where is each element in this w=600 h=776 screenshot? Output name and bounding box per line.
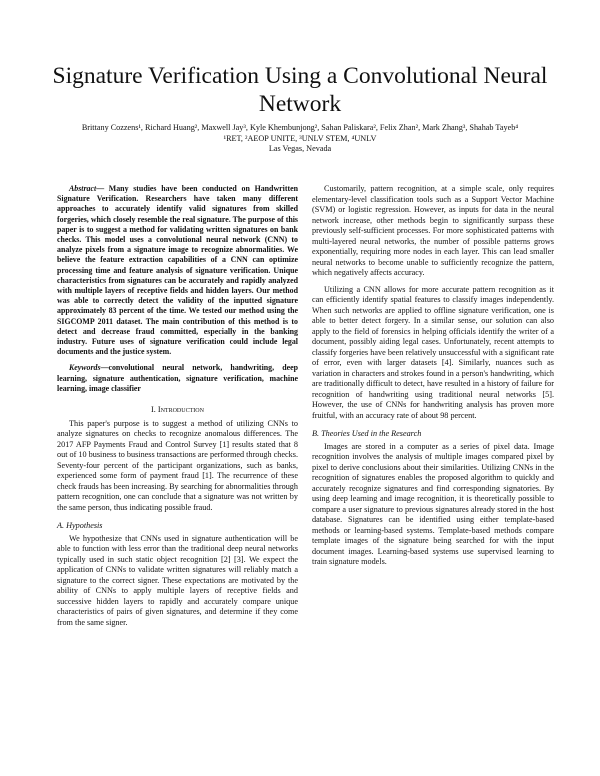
pattern-recognition-paragraph: Customarily, pattern recognition, at a simple scale, only requires elementary-level classification tools such as a Support Vector Machine (SVM) or logistic regression. However, as inputs for data in the neural network increase, other methods begin to significantly surpass these previously self-sufficient processes. For more sophisticated patterns with multi-layered neural networks, the number of possible patterns grows exponentially, requiring more nodes in each layer. This can lead smaller neural networks to become unable to sufficiently recognize the pattern, which negatively affects accuracy. bbox=[312, 184, 554, 277]
author-block bbox=[30, 123, 570, 155]
right-column bbox=[312, 184, 554, 568]
keywords bbox=[57, 363, 298, 394]
author-names: Brittany Cozzens¹, Richard Huang², Maxwell Jay³, Kyle Khembunjong², Sahan Paliskara², Felix Zhan², Mark Zhang³, Shahab Tayeb⁴ bbox=[81, 123, 519, 132]
paper-title: Signature Verification Using a Convolutional Neural Network bbox=[52, 63, 548, 117]
keywords-label: Keywords bbox=[69, 363, 101, 373]
left-column bbox=[57, 184, 298, 628]
author-location: Las Vegas, Nevada bbox=[268, 144, 332, 153]
author-affiliations: ¹RET, ²AEOP UNITE, ³UNLV STEM, ⁴UNLV bbox=[223, 133, 377, 143]
theories-paragraph: Images are stored in a computer as a series of pixel data. Image recognition involves the analysis of multiple images compared pixel by pixel to derive conclusions about their similarities. Utilizing CNNs in the recognition of signatures enables the proposed algorithm to quickly and accurately recognize signatures and find corresponding signatories. By using deep learning and image recognition, it is theoretically possible to compare a user signature to previous signatures already stored in the host database. Signatures can be identified using either template-based methods or learning-based systems. Template-based methods compare template images of the signature being searched for with the input document images. Learning-based systems use supervised learning to train signature models. bbox=[312, 441, 554, 566]
abstract-label: Abstract bbox=[69, 184, 97, 193]
abstract-text: — Many studies have been conducted on Handwritten Signature Verification. Researchers have taken many different approaches to accurately identify valid signatures from skilled forgeries, which closely resemble the real signature. The purpose of this paper is to suggest a method for validating written signatures on bank checks. This model uses a convolutional neural network (CNN) to analyze pixels from a signature image to recognize abnormalities. We believe the feature extraction capabilities of a CNN can optimize processing time and feature analysis of signature verification. Unique characteristics from signatures can be accurately and rapidly analyzed with multiple layers of receptive fields and hidden layers. Our method was able to correctly detect the validity of the inputted signature approximately 83 percent of the time. We tested our method using the SIGCOMP 2011 dataset. The main contribution of this method is to detect and decrease fraud committed, especially in the banking industry. Future uses of signature verification could include legal documents and the justice system. bbox=[57, 184, 298, 357]
abstract bbox=[57, 184, 298, 357]
subsection-heading-hypothesis: A. Hypothesis bbox=[57, 521, 103, 531]
cnn-paragraph: Utilizing a CNN allows for more accurate pattern recognition as it can efficiently identify spatial features to classify images independently. When such networks are applied to offline signature verification, one is able to better detect forgery. In a similar sense, our solution can also apply to the field of forensics in helping officials identify the writer of a document, possibly aiding legal cases. Unfortunately, recent attempts to classify forgeries have been relatively unsuccessful with a significant rate of error, even with larger datasets [4]. Similarly, nuances such as variation in characters and strokes found in a person's handwriting, which are traditionally difficult to detect, have resulted in a history of failure for recognition of handwriting using traditional neural networks [5]. However, the use of CNNs for handwriting analysis has proven more fruitful, with an accuracy rate of about 98 percent. bbox=[312, 284, 554, 420]
subsection-heading-theories: B. Theories Used in the Research bbox=[312, 429, 422, 438]
hypothesis-paragraph: We hypothesize that CNNs used in signature authentication will be able to function with less error than the traditional deep neural networks typically used in such static object recognition [2] [3]. We expect the application of CNNs to validate written signatures will reliably match a signature to the correct signer. These expectations are motivated by the ability of CNNs to apply multiple layers of receptive fields and successive hidden layers to rapidly and accurately compare unique characteristics of pairs of given signatures, and determine if they come from the same signer. bbox=[57, 533, 298, 627]
keywords-text: —convolutional neural network, handwriting, deep learning, signature authentication, signature verification, machine learning, image classifier bbox=[57, 363, 298, 393]
section-heading-introduction: I. Introduction bbox=[151, 405, 204, 415]
intro-paragraph: This paper's purpose is to suggest a method of utilizing CNNs to analyze signatures on checks to recognize anomalous differences. The 2017 AFP Payments Fraud and Control Survey [1] results stated that 8 out of 10 business to business transactions are performed through checks. Seventy-four percent of the participant organizations, such as banks, experienced some form of payment fraud [1]. The recurrence of these check frauds has been increasing. By searching for abnormalities through pattern recognition, one can conclude that a signature was not written by the same person, thus indicating possible fraud. bbox=[57, 418, 298, 512]
